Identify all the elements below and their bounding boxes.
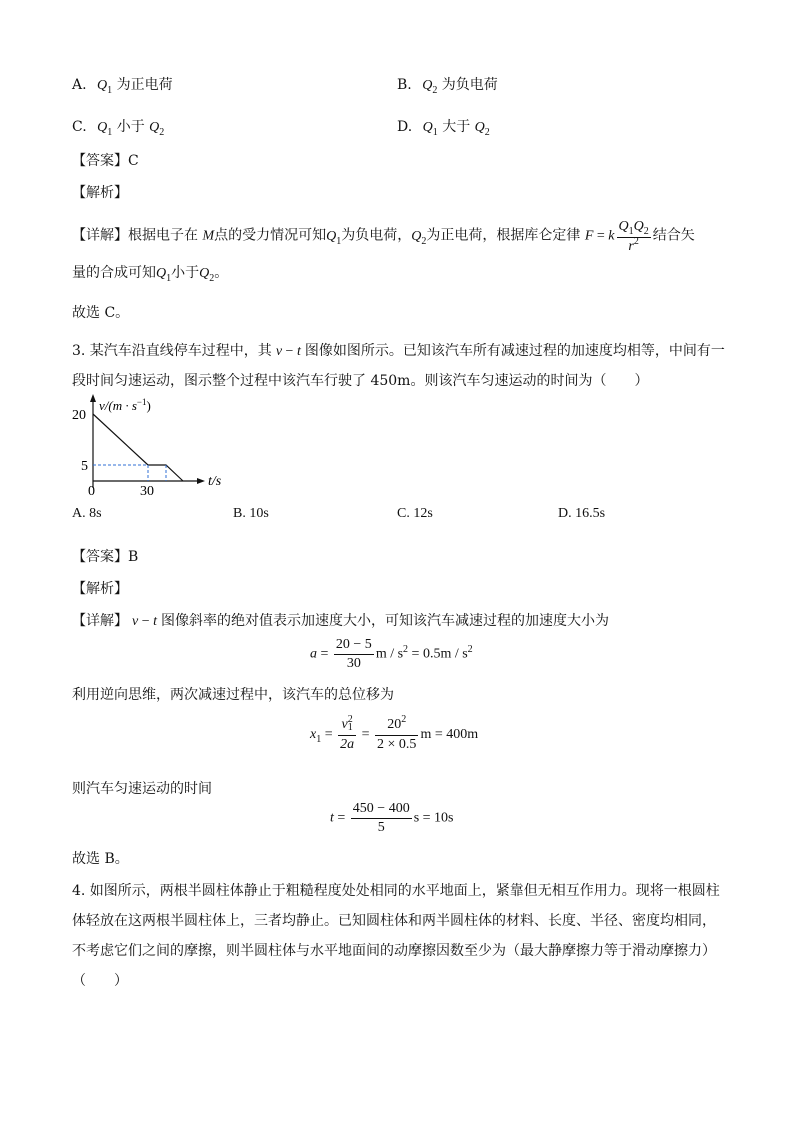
q2-detail-line-2: 量的合成可知$Q_1$小于$Q_2$。 <box>72 265 229 284</box>
equation-displacement: $x_1$ = $\frac{v^21}{2a}$ = $\frac{20^2}{2 \times 0.5}$ m = 400m <box>310 714 479 752</box>
tick-30: 30 <box>140 484 154 499</box>
q2-analysis-tag: 【解析】 <box>72 185 128 201</box>
tick-20: 20 <box>72 408 86 423</box>
q3-option-c: C. 12s <box>397 506 433 521</box>
q2-detail-line-1: 【详解】根据电子在 M点的受力情况可知$Q_1$为负电荷，$Q_2$为正电荷，根据库仑定律 F = k $\frac{Q_1Q_2}{r^2}$ 结合矢 <box>72 216 695 255</box>
tick-5: 5 <box>81 459 88 474</box>
q3-option-a: A. 8s <box>72 506 102 521</box>
q3-line-3: 则汽车匀速运动的时间 <box>72 781 212 797</box>
q4-line-1: 4. 如图所示，两根半圆柱体静止于粗糙程度处处相同的水平地面上，紧靠但无相互作用力。现将一根圆柱 <box>72 883 720 899</box>
q3-analysis-tag: 【解析】 <box>72 581 128 597</box>
q3-line-2: 利用逆向思维，两次减速过程中，该汽车的总位移为 <box>72 687 394 703</box>
q3-stem-line-2: 段时间匀速运动，图示整个过程中该汽车行驶了 450m。则该汽车匀速运动的时间为（ ） <box>72 373 649 389</box>
q3-answer: 【答案】B <box>72 549 139 565</box>
q2-option-b: B. $Q_2$ 为负电荷 <box>397 77 498 96</box>
q3-conclusion: 故选 B。 <box>72 851 129 867</box>
tick-0: 0 <box>88 484 95 499</box>
q2-option-c: C. $Q_1$ 小于 $Q_2$ <box>72 119 165 138</box>
y-axis-arrow <box>90 394 96 402</box>
equation-time: t = $\frac{450 - 400}{5}$ s = 10s <box>330 801 454 835</box>
q2-option-d: D. $Q_1$ 大于 $Q_2$ <box>397 119 490 138</box>
velocity-line <box>93 414 183 481</box>
q3-option-d: D. 16.5s <box>558 506 606 521</box>
x-axis-arrow <box>197 478 205 484</box>
vt-graph <box>68 392 238 500</box>
q3-stem-line-1: 3. 某汽车沿直线停车过程中，其 v − t 图像如图所示。已知该汽车所有减速过程的加速度均相等，中间有一 <box>72 343 725 359</box>
q4-line-4: （ ） <box>72 973 128 989</box>
q2-answer: 【答案】C <box>72 153 139 169</box>
equation-acceleration: a = $\frac{20 - 5}{30}$ $m / s^2 = 0.5m / s^2$ <box>310 637 473 671</box>
q4-line-2: 体轻放在这两根半圆柱体上，三者均静止。已知圆柱体和两半圆柱体的材料、长度、半径、密度均相同， <box>72 913 716 929</box>
x-axis-label: t/s <box>208 474 222 489</box>
q3-detail-line-1: 【详解】 v − t 图像斜率的绝对值表示加速度大小，可知该汽车减速过程的加速度大小为 <box>72 613 610 629</box>
q3-option-b: B. 10s <box>233 506 269 521</box>
q2-option-a: A. $Q_1$ 为正电荷 <box>72 77 173 96</box>
q2-conclusion: 故选 C。 <box>72 305 130 321</box>
coulomb-fraction: $\frac{Q_1Q_2}{r^2}$ <box>618 219 649 254</box>
y-axis-label: $v/(m \cdot s^{-1})$ <box>99 397 151 413</box>
q4-line-3: 不考虑它们之间的摩擦，则半圆柱体与水平地面间的动摩擦因数至少为（最大静摩擦力等于滑动摩擦力） <box>72 943 716 959</box>
